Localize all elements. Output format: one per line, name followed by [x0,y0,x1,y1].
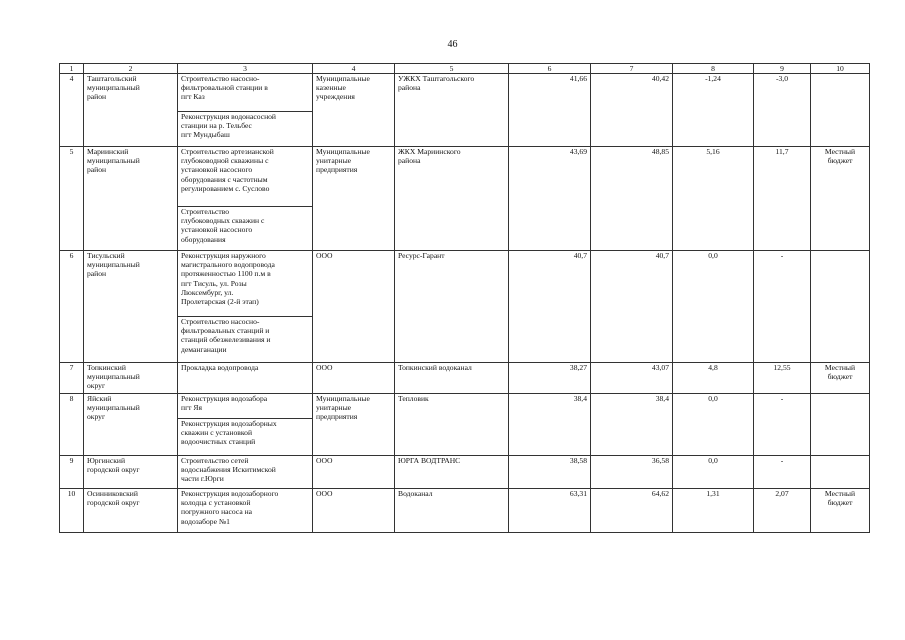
operator-cell [395,251,509,363]
measure-cell-line: Строительство [181,207,229,216]
measure-cell-line: Строительство насосно- [181,317,260,326]
value-col7-cell [591,394,673,456]
measure-cell-line: Реконструкция наружного [181,251,266,260]
measure-cell-line: Реконструкция водозаборных [181,419,277,428]
measure-cell-line: Реконструкция водозабора [181,394,268,403]
measure-cell-line: пгт Тисуль, ул. Розы [181,278,247,288]
funding-cell [811,147,870,251]
owner-cell [313,251,395,363]
measure-cell-line: оборудования [181,234,226,244]
district-cell-line: Тисульский [87,251,125,260]
measure-cell-line: Строительство сетей [181,456,249,465]
value-col9-cell-line: - [780,251,784,260]
table-row [60,394,870,419]
funding-cell [811,456,870,489]
operator-cell [395,147,509,251]
funding-cell-line: Местный [824,147,856,156]
measure-cell-line: скважин с установкой [181,428,253,438]
measure-cell [178,251,313,317]
value-col6-cell-line: 43,69 [569,147,587,156]
value-col8-cell [673,363,754,394]
measure-cell-line: установкой насосного [181,225,253,235]
value-col9-cell [754,363,811,394]
funding-cell [811,394,870,456]
value-col6-cell [509,74,591,147]
value-col9-cell-line: -3,0 [775,74,789,83]
operator-cell-line: Ресурс-Гарант [398,251,445,260]
value-col8-cell-line: -1,24 [705,74,721,83]
value-col8-cell [673,251,754,363]
value-col7-cell-line: 48,85 [651,147,669,156]
owner-cell [313,74,395,147]
measure-cell-line: Люксембург, ул. [181,287,234,297]
row-number-line: 6 [69,251,74,260]
row-number [60,394,84,456]
value-col9-cell-line: - [780,456,784,465]
measure-cell [178,147,313,207]
owner-cell [313,394,395,456]
operator-cell [395,363,509,394]
district-cell-line: Осинниковский [87,489,138,498]
value-col7-cell-line: 36,58 [651,456,669,465]
row-number [60,147,84,251]
value-col8-cell-line: 0,0 [708,251,718,260]
value-col7-cell-line: 40,42 [651,74,669,83]
value-col9-cell [754,251,811,363]
value-col6-cell-line: 38,27 [569,363,587,372]
header-cell: 7 [591,64,673,74]
measure-cell-line: фильтровальной станции в [181,83,268,93]
header-cell: 8 [673,64,754,74]
district-cell-line: Юргинский [87,456,126,465]
value-col7-cell-line: 38,4 [655,394,669,403]
measure-cell [178,207,313,251]
measure-cell-line: деманганации [181,344,227,354]
owner-cell [313,147,395,251]
value-col8-cell [673,394,754,456]
measure-cell-line: протяженностью 1100 п.м в [181,269,271,279]
operator-cell [395,74,509,147]
table-row [60,147,870,207]
value-col6-cell-line: 40,7 [573,251,587,260]
page-number: 46 [447,39,458,50]
value-col9-cell-line: 12,55 [773,363,791,372]
district-cell-line: муниципальный [87,372,140,382]
header-cell: 4 [313,64,395,74]
value-col6-cell [509,147,591,251]
value-col7-cell [591,489,673,533]
value-col7-cell [591,456,673,489]
measure-cell-line: глубоководной скважины с [181,156,269,166]
value-col8-cell-line: 4,8 [708,363,718,372]
value-col9-cell-line: 11,7 [775,147,789,156]
measure-cell [178,419,313,456]
measure-cell-line: пгт Каз [181,92,205,102]
district-cell [84,394,178,456]
funding-cell-line: Местный [824,489,856,498]
value-col8-cell-line: 1,31 [706,489,720,498]
owner-cell-line: унитарные [316,403,352,413]
measure-cell-line: Прокладка водопровода [181,363,259,372]
row-number-line: 10 [67,489,76,498]
row-number [60,251,84,363]
owner-cell [313,363,395,394]
row-number-line: 9 [69,456,74,465]
measure-cell-line: глубоководных скважин с [181,216,265,226]
value-col9-cell [754,147,811,251]
row-number-line: 7 [69,363,74,372]
district-cell-line: район [87,269,107,279]
measure-cell-line: магистрального водопровода [181,260,275,270]
measure-cell-line: водоочистных станций [181,437,256,447]
district-cell-line: городской округ [87,465,140,475]
owner-cell-line: ООО [316,363,333,372]
measure-cell-line: Реконструкция водонасосной [181,112,276,121]
owner-cell-line: предприятия [316,165,358,175]
value-col8-cell [673,74,754,147]
value-col9-cell [754,74,811,147]
header-cell: 10 [811,64,870,74]
row-number [60,363,84,394]
owner-cell-line: ООО [316,456,333,465]
owner-cell-line: унитарные [316,156,352,166]
value-col7-cell-line: 40,7 [655,251,669,260]
district-cell-line: муниципальный [87,156,140,166]
owner-cell-line: предприятия [316,412,358,422]
funding-cell-line: бюджет [827,156,853,166]
header-cell: 2 [84,64,178,74]
operator-cell-line: Водоканал [398,489,433,498]
value-col6-cell-line: 41,66 [569,74,587,83]
value-col8-cell [673,147,754,251]
value-col9-cell-line: - [780,394,784,403]
owner-cell [313,489,395,533]
funding-cell [811,74,870,147]
value-col7-cell [591,147,673,251]
measure-cell-line: фильтровальных станций и [181,326,270,336]
value-col9-cell-line: 2,07 [775,489,789,498]
table-row [60,74,870,112]
measure-cell-line: погружного насоса на [181,507,253,517]
district-cell-line: округ [87,381,106,391]
funding-cell-line: бюджет [827,372,853,382]
header-cell: 3 [178,64,313,74]
district-cell [84,489,178,533]
row-number-line: 4 [69,74,74,83]
value-col6-cell [509,251,591,363]
measure-cell [178,363,313,394]
district-cell [84,363,178,394]
row-number [60,456,84,489]
operator-cell-line: Топкинский водоканал [398,363,472,372]
operator-cell-line: района [398,156,421,166]
owner-cell-line: ООО [316,251,333,260]
measure-cell-line: оборудования с частотным [181,174,268,184]
value-col8-cell [673,456,754,489]
measure-cell-line: Строительство артезианской [181,147,274,156]
measure-cell-line: пгт Яя [181,403,202,413]
measure-cell-line: станций обезжелезивания и [181,335,271,345]
measure-cell [178,74,313,112]
district-cell [84,251,178,363]
measure-cell-line: Строительство насосно- [181,74,260,83]
district-cell-line: муниципальный [87,260,140,270]
value-col8-cell-line: 0,0 [708,394,718,403]
funding-cell-line: Местный [824,363,856,372]
value-col8-cell [673,489,754,533]
owner-cell-line: Муниципальные [316,394,370,403]
funding-cell-line: бюджет [827,498,853,508]
district-cell-line: муниципальный [87,403,140,413]
measures-table [59,63,870,533]
header-cell: 6 [509,64,591,74]
district-cell-line: район [87,92,107,102]
table-row [60,489,870,533]
district-cell [84,456,178,489]
value-col7-cell-line: 64,62 [651,489,669,498]
value-col8-cell-line: 5,16 [706,147,720,156]
operator-cell-line: Тепловик [398,394,429,403]
value-col6-cell-line: 63,31 [569,489,587,498]
district-cell-line: Мариинский [87,147,129,156]
row-number-line: 5 [69,147,74,156]
value-col6-cell-line: 38,4 [573,394,587,403]
row-number [60,489,84,533]
district-cell-line: район [87,165,107,175]
operator-cell [395,394,509,456]
operator-cell-line: УЖКХ Таштагольского [398,74,475,83]
header-cell: 5 [395,64,509,74]
measure-cell-line: регулированием с. Суслово [181,183,270,193]
row-number-line: 8 [69,394,74,403]
owner-cell-line: Муниципальные [316,74,370,83]
measure-cell [178,394,313,419]
owner-cell-line: учреждения [316,92,355,102]
value-col7-cell [591,74,673,147]
value-col6-cell [509,456,591,489]
value-col6-cell [509,363,591,394]
measure-cell-line: части г.Юрги [181,474,224,484]
measure-cell-line: колодца с установкой [181,498,251,508]
header-cell: 1 [60,64,84,74]
value-col9-cell [754,489,811,533]
funding-cell [811,363,870,394]
district-cell-line: округ [87,412,106,422]
funding-cell [811,489,870,533]
funding-cell [811,251,870,363]
operator-cell-line: ЖКХ Мариинского [398,147,461,156]
owner-cell-line: Муниципальные [316,147,370,156]
value-col9-cell [754,394,811,456]
operator-cell [395,489,509,533]
measure-cell [178,456,313,489]
value-col7-cell-line: 43,07 [651,363,669,372]
district-cell-line: городской округ [87,498,140,508]
value-col8-cell-line: 0,0 [708,456,718,465]
district-cell-line: Яйский [87,394,112,403]
value-col7-cell [591,363,673,394]
operator-cell-line: района [398,83,421,93]
measure-cell [178,112,313,147]
value-col6-cell [509,394,591,456]
table-row [60,251,870,317]
value-col6-cell [509,489,591,533]
table-row [60,456,870,489]
operator-cell-line: ЮРГА ВОДТРАНС [398,456,461,465]
measure-cell-line: водоснабжения Искитимской [181,465,276,475]
row-number [60,74,84,147]
measure-cell-line: пгт Мундыбаш [181,130,230,140]
value-col7-cell [591,251,673,363]
measure-cell-line: установкой насосного [181,165,253,175]
table-row [60,363,870,394]
district-cell-line: Таштагольский [87,74,137,83]
value-col6-cell-line: 38,58 [569,456,587,465]
district-cell [84,147,178,251]
header-cell: 9 [754,64,811,74]
measure-cell [178,489,313,533]
operator-cell [395,456,509,489]
value-col9-cell [754,456,811,489]
district-cell [84,74,178,147]
measure-cell-line: станции на р. Тельбес [181,121,252,131]
measure-cell-line: Реконструкция водозаборного [181,489,279,498]
measure-cell [178,317,313,363]
owner-cell-line: ООО [316,489,333,498]
district-cell-line: Топкинский [87,363,126,372]
header-row [60,64,870,74]
measure-cell-line: Пролетарская (2-й этап) [181,297,259,307]
owner-cell-line: казенные [316,83,346,93]
district-cell-line: муниципальный [87,83,140,93]
measure-cell-line: водозаборе №1 [181,516,230,526]
owner-cell [313,456,395,489]
